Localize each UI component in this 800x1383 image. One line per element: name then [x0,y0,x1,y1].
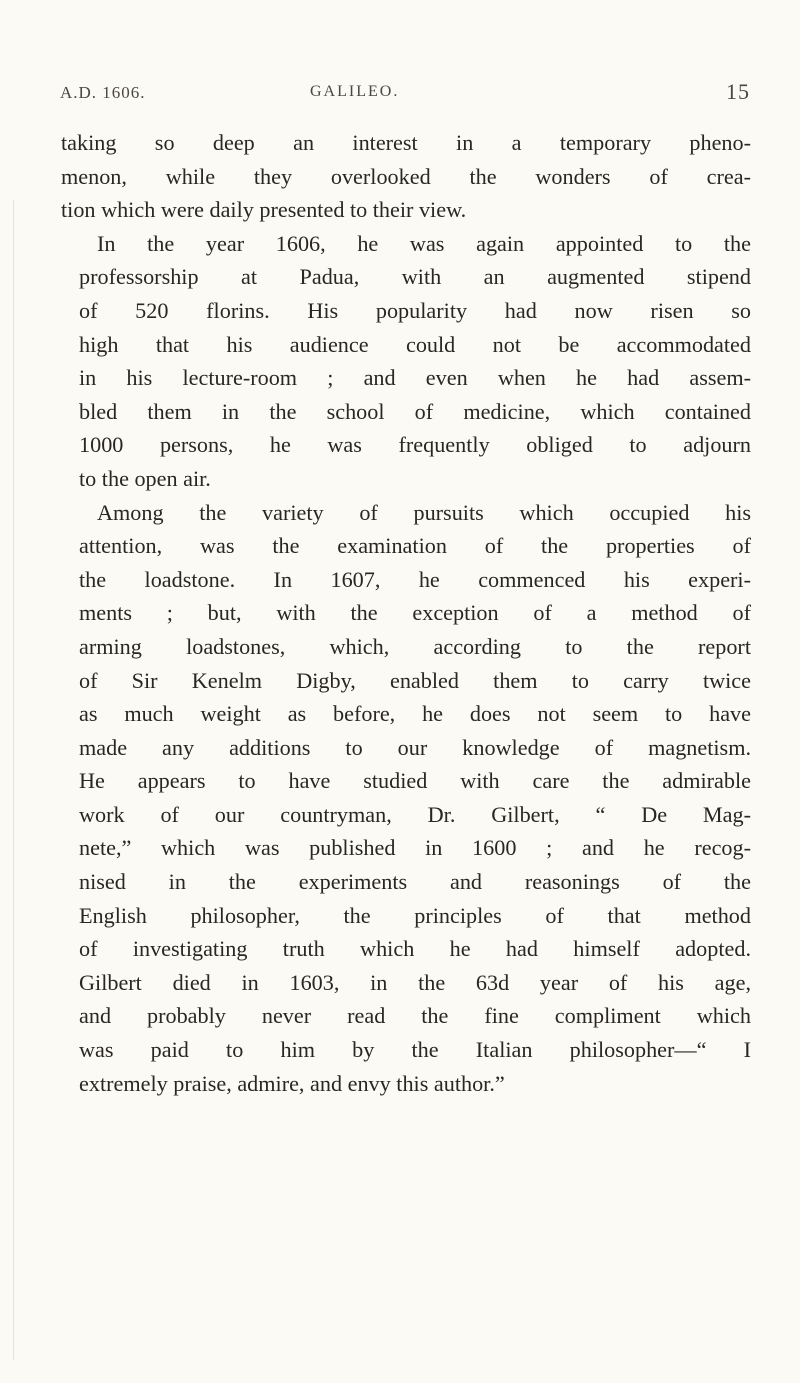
header-title: GALILEO. [310,83,400,100]
text-line: and probably never read the fine compliment which [79,1003,751,1029]
body-text [61,126,751,1100]
text-line: extremely praise, admire, and envy this author.” [79,1070,505,1096]
text-line: 1000 persons, he was frequently obliged to adjourn [79,432,751,458]
text-line: made any additions to our knowledge of magnetism. [79,734,751,760]
text-line: high that his audience could not be accommodated [79,331,751,357]
text-line: nete,” which was published in 1600 ; and he recog- [79,835,751,861]
text-line: menon, while they overlooked the wonders of crea- [61,163,751,189]
text-line: to the open air. [79,465,211,491]
text-line: of investigating truth which he had himself adopted. [79,936,751,962]
text-line: In the year 1606, he was again appointed to the [97,230,751,256]
text-line: He appears to have studied with care the admirable [79,768,751,794]
page-number: 15 [726,79,750,104]
text-line: Gilbert died in 1603, in the 63d year of his age, [79,969,751,995]
text-line: English philosopher, the principles of that method [79,902,751,928]
text-line: taking so deep an interest in a temporary pheno- [61,130,751,155]
text-line: Among the variety of pursuits which occupied his [97,499,751,525]
text-line: the loadstone. In 1607, he commenced his experi- [79,566,751,592]
text-line: as much weight as before, he does not seem to have [79,701,751,727]
text-line: work of our countryman, Dr. Gilbert, “ De Mag- [79,801,751,827]
text-line: ments ; but, with the exception of a method of [79,600,751,626]
running-head [60,79,750,113]
text-line: bled them in the school of medicine, which contained [79,398,751,424]
page-edge-shadow [13,200,14,1360]
text-line: professorship at Padua, with an augmented stipend [79,264,751,290]
text-line: nised in the experiments and reasonings of the [79,869,751,895]
text-line: arming loadstones, which, according to the report [79,633,751,659]
text-line: was paid to him by the Italian philosopher—“ I [79,1037,751,1063]
paragraph [61,227,751,496]
text-line: tion which were daily presented to their view. [61,197,467,223]
text-line: of Sir Kenelm Digby, enabled them to carry twice [79,667,751,693]
text-line: attention, was the examination of the properties of [79,533,751,559]
text-line: in his lecture-room ; and even when he had assem- [79,365,751,391]
paragraph [61,496,751,1101]
header-date: A.D. 1606. [60,83,146,102]
paragraph [61,126,751,227]
text-line: of 520 florins. His popularity had now risen so [79,297,751,323]
